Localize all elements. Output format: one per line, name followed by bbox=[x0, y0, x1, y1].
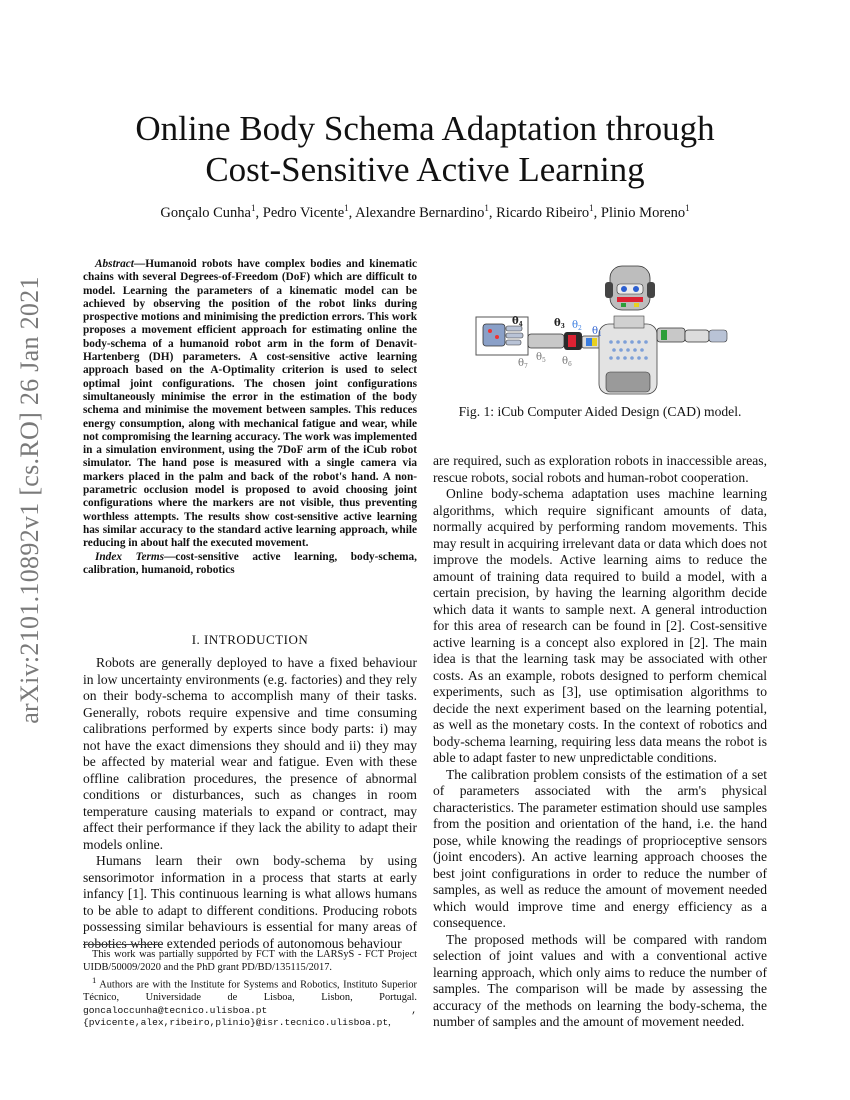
author: Alexandre Bernardino$^1$ bbox=[355, 203, 489, 221]
torso bbox=[599, 316, 657, 394]
author: Ricardo Ribeiro$^1$ bbox=[496, 203, 594, 221]
icub-cad-figure bbox=[466, 264, 730, 396]
hand-icon bbox=[483, 324, 523, 346]
paragraph: are required, such as exploration robots in inaccessible areas, rescue robots, social robots and human-robot cooperation. bbox=[433, 453, 767, 485]
introduction-text bbox=[83, 655, 417, 952]
joint-label-theta-7: $\theta_7$ bbox=[518, 358, 528, 370]
paragraph: Humans learn their own body-schema by using sensorimotor information in a process that starts at early infancy [1]. This continuous learning is what allows humans to be able to adapt to different conditions. Producing robots possessing similar behaviours is essential for many areas of robotics where extended periods of autonomous behaviour bbox=[83, 853, 417, 951]
paragraph: Online body-schema adaptation uses machine learning algorithms, which require significant amounts of data, normally acquired by performing random movements. This may result in acquiring irrelevant data or data which does not improve the models. Active learning aims to reduce the amount of training data required to build a model, with a certain precision, by having the learning algorithm decide which data it wants to sample next. A general introduction for this area of research can be found in [2]. Cost-sensitive active learning is a concept also explored in [2]. The main idea is that the learning task may be associated with other costs. As an example, robots designed to perform chemical experiments, such as [3], use optimisation algorithms to decide the next experiment based on the learning potential, as well as the monetary costs. In the context of robotics and body-schema learning, requiring less data means the robot is able to adapt faster to new unpredictable conditions. bbox=[433, 486, 767, 765]
section-heading-introduction: I. INTRODUCTION bbox=[191, 632, 309, 647]
joint-label-theta-2: $\theta_2$ bbox=[572, 320, 582, 332]
abstract-text: —Humanoid robots have complex bodies and kinematic chains with several Degrees-of-Freedom (DoF) which are difficult to model. Learning the parameters of a kinematic model can be achieved by observing the position of the robot links during prospective motions and minimising the prediction errors. This work proposes a movement efficient approach for estimating online the body-schema of a humanoid robot arm in the form of Denavit-Hartenberg (DH) parameters. A cost-sensitive active learning approach based on the A-Optimality criterion is used to select optimal joint configurations. The chosen joint configurations simultaneously minimise the error in the estimation of the body schema and minimise the movement between samples. This reduces energy consumption, along with mechanical fatigue and wear, while not compromising the learning accuracy. The work was implemented in a simulation environment, using the 7DoF arm of the iCub robot simulator. The hand pose is measured with a single camera via markers placed in the palm and back of the robot's hand. A non-parametric occlusion model is proposed to avoid choosing joint configurations where the markers are not visible, thus preventing worthless attempts. The results show cost-sensitive active learning has similar accuracy to the standard active learning approach, while reducing in about half the executed movement. bbox=[83, 258, 417, 550]
paragraph: The proposed methods will be compared with random selection of joint values and with a conventional active learning approach, which only aims to reduce the number of samples. The comparison will be made by assessing the accuracy of the methods on learning the body-schema, the number of samples and the amount of movement needed. bbox=[433, 931, 767, 1029]
funding-footnote: This work was partially supported by FCT with the LARSyS - FCT Project UIDB/50009/2020 and the PhD grant PD/BD/135115/2017. bbox=[83, 949, 417, 973]
joint-label-theta-3: $\theta_3$ bbox=[554, 318, 565, 330]
robot-head bbox=[605, 266, 655, 310]
affiliation-footnote: $^1$ Authors are with the Institute for Systems and Robotics, Instituto Superior Técnico, Universidade de Lisboa, Lisbon, Portugal. goncaloccunha@tecnico.ulisboa.pt , {pvicente,alex,ribeiro,plinio}@isr.tecnico.ulisboa.pt, bbox=[83, 975, 417, 1029]
email-link[interactable]: {pvicente,alex,ribeiro,plinio}@isr.tecnico.ulisboa.pt bbox=[83, 1017, 389, 1029]
joint-label-theta-1: $\theta_1$ bbox=[592, 326, 602, 338]
joint-label-theta-4: $\theta_4$ bbox=[512, 316, 523, 328]
paragraph: Robots are generally deployed to have a fixed behaviour in low uncertainty environments (e.g. factories) and they rely on their body-schema to accomplish many of their tasks. Generally, robots require expensive and time consuming calibrations performed by experts since body parts: i) may not have the exact dimensions they should and ii) they may be affected by material wear and fatigue. Even with these offline calibration procedures, the presence of abnormal conditions or disturbances, such as changes in room temperature causing materials to expand or contract, may affect their performance if they lack the ability to adapt their models online. bbox=[83, 655, 417, 852]
index-terms bbox=[83, 551, 417, 578]
arxiv-identifier-text: arXiv:2101.10892v1 [cs.RO] 26 Jan 2021 bbox=[15, 276, 44, 724]
author-list: Gonçalo Cunha$^1$, Pedro Vicente$^1$, Alexandre Bernardino$^1$, Ricardo Ribeiro$^1$, Plinio Moreno$^1$ bbox=[160, 203, 690, 221]
abstract-body bbox=[83, 258, 417, 551]
footnote-divider bbox=[83, 944, 163, 945]
arxiv-identifier bbox=[10, 276, 50, 724]
email-link[interactable]: goncaloccunha@tecnico.ulisboa.pt , bbox=[83, 1004, 417, 1016]
paper-title bbox=[0, 108, 850, 190]
figure-caption: Fig. 1: iCub Computer Aided Design (CAD) model. bbox=[458, 404, 742, 419]
abstract-label: Abstract bbox=[95, 258, 134, 270]
title-line-1: Online Body Schema Adaptation through bbox=[135, 109, 715, 148]
footnotes bbox=[83, 949, 417, 1030]
title-line-2: Cost-Sensitive Active Learning bbox=[205, 150, 645, 189]
right-arm bbox=[657, 328, 727, 342]
index-terms-label: Index Terms bbox=[95, 550, 165, 563]
author: Pedro Vicente$^1$ bbox=[262, 203, 349, 221]
paragraph: The calibration problem consists of the estimation of a set of parameters associated with the arm's physical characteristics. The parameter estimation should use samples from the position and orientation of the hand, i.e. the hand pose, while knowing the readings of proprioceptive sensors (joint encoders). An active learning approach chooses the best joint configurations in order to reduce the number of samples, as well as reduce the amount of movement needed which would improve time and energy efficiency as a consequence. bbox=[433, 766, 767, 930]
joint-label-theta-6: $\theta_6$ bbox=[562, 356, 572, 368]
joint-label-theta-5: $\theta_5$ bbox=[536, 352, 546, 364]
author: Gonçalo Cunha$^1$ bbox=[160, 203, 256, 221]
index-terms-text: —cost-sensitive active learning, body-schema, calibration, humanoid, robotics bbox=[83, 550, 417, 576]
right-column-text bbox=[433, 453, 767, 1031]
author: Plinio Moreno$^1$ bbox=[600, 203, 690, 221]
left-arm bbox=[528, 332, 602, 350]
abstract bbox=[83, 258, 417, 577]
